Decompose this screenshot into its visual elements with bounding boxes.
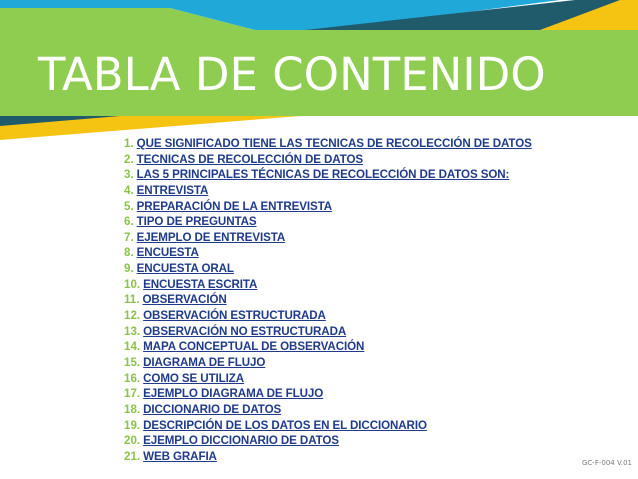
toc-item[interactable] [124, 277, 532, 293]
toc-link[interactable]: ENCUESTA [136, 246, 199, 260]
toc-number: 15. [124, 355, 141, 369]
toc-number: 2. [124, 152, 134, 166]
toc-link[interactable]: ENCUESTA ESCRITA [143, 277, 258, 291]
toc-link[interactable]: ENTREVISTA [136, 183, 209, 197]
toc-number: 4. [124, 183, 134, 197]
toc-item[interactable] [124, 402, 532, 418]
toc-item[interactable] [124, 230, 532, 246]
toc-number: 13. [124, 324, 141, 338]
toc-number: 9. [124, 262, 134, 276]
toc-item[interactable] [124, 308, 532, 324]
toc-item[interactable] [124, 245, 532, 261]
table-of-contents [124, 136, 532, 464]
toc-number: 19. [124, 418, 141, 432]
toc-link[interactable]: EJEMPLO DICCIONARIO DE DATOS [143, 434, 339, 448]
toc-item[interactable] [124, 324, 532, 340]
toc-item[interactable] [124, 371, 532, 387]
toc-number: 14. [124, 340, 141, 354]
toc-item[interactable] [124, 386, 532, 402]
toc-link[interactable]: TECNICAS DE RECOLECCIÓN DE DATOS [136, 152, 364, 166]
toc-item[interactable] [124, 355, 532, 371]
toc-link[interactable]: OBSERVACIÓN ESTRUCTURADA [143, 309, 326, 323]
toc-number: 6. [124, 215, 134, 229]
toc-link[interactable]: EJEMPLO DE ENTREVISTA [136, 230, 286, 244]
toc-item[interactable] [124, 433, 532, 449]
toc-number: 18. [124, 402, 141, 416]
toc-number: 16. [124, 371, 141, 385]
toc-item[interactable] [124, 292, 532, 308]
toc-link[interactable]: EJEMPLO DIAGRAMA DE FLUJO [143, 387, 324, 401]
toc-item[interactable] [124, 261, 532, 277]
toc-item[interactable] [124, 339, 532, 355]
toc-link[interactable]: WEB GRAFIA [143, 449, 217, 463]
toc-number: 7. [124, 230, 134, 244]
toc-link[interactable]: COMO SE UTILIZA [143, 371, 245, 385]
toc-link[interactable]: DIAGRAMA DE FLUJO [143, 355, 266, 369]
toc-link[interactable]: ENCUESTA ORAL [136, 262, 234, 276]
toc-item[interactable] [124, 183, 532, 199]
toc-link[interactable]: PREPARACIÓN DE LA ENTREVISTA [136, 199, 333, 213]
toc-number: 5. [124, 199, 134, 213]
toc-number: 1. [124, 137, 134, 150]
toc-number: 20. [124, 434, 141, 448]
toc-number: 17. [124, 387, 141, 401]
toc-item[interactable] [124, 199, 532, 215]
toc-item[interactable] [124, 152, 532, 168]
toc-item[interactable] [124, 449, 532, 465]
toc-number: 12. [124, 309, 141, 323]
toc-item[interactable] [124, 214, 532, 230]
toc-number: 10. [124, 277, 141, 291]
toc-link[interactable]: DICCIONARIO DE DATOS [143, 402, 282, 416]
toc-link[interactable]: DESCRIPCIÓN DE LOS DATOS EN EL DICCIONARIO [143, 418, 427, 432]
toc-number: 8. [124, 246, 134, 260]
page-title: TABLA DE CONTENIDO [38, 48, 546, 101]
toc-link[interactable]: QUE SIGNIFICADO TIENE LAS TECNICAS DE RECOLECCIÓN DE DATOS [136, 137, 532, 150]
toc-item[interactable] [124, 167, 532, 183]
toc-link[interactable]: LAS 5 PRINCIPALES TÉCNICAS DE RECOLECCIÓN DE DATOS SON: [136, 168, 510, 182]
toc-number: 21. [124, 449, 141, 463]
toc-item[interactable] [124, 418, 532, 434]
toc-link[interactable]: TIPO DE PREGUNTAS [136, 215, 257, 229]
toc-link[interactable]: MAPA CONCEPTUAL DE OBSERVACIÓN [143, 340, 365, 354]
toc-link[interactable]: OBSERVACIÓN [142, 293, 227, 307]
document-code: GC-F-004 V.01 [582, 459, 632, 467]
toc-number: 11. [124, 293, 140, 307]
toc-number: 3. [124, 168, 134, 182]
toc-link[interactable]: OBSERVACIÓN NO ESTRUCTURADA [143, 324, 347, 338]
toc-item[interactable] [124, 136, 532, 152]
